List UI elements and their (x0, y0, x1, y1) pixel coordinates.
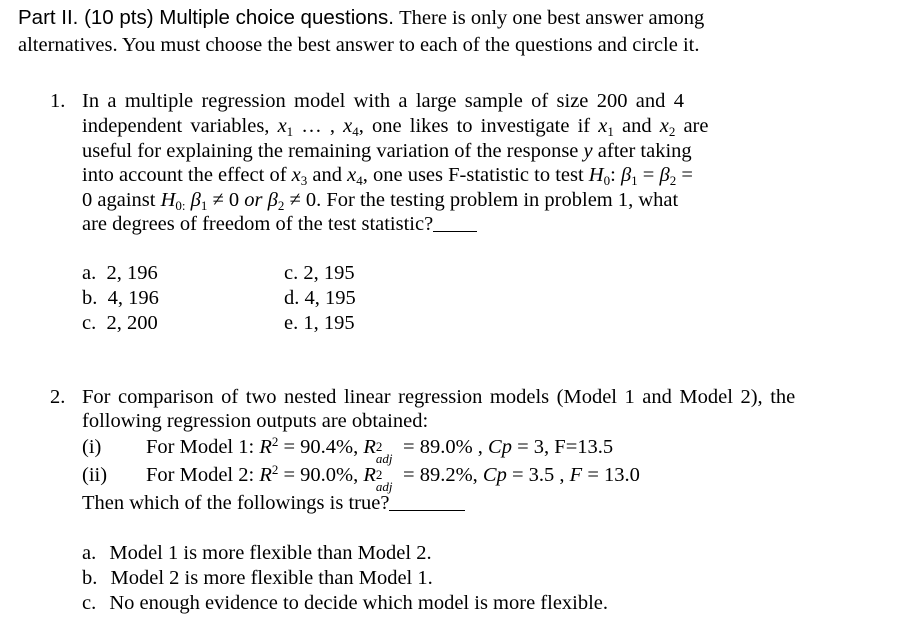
choice-text: Model 1 is more flexible than Model 2. (109, 542, 432, 564)
q1-text: 0 against (82, 189, 156, 211)
math-r2-adj: R 2 adj (363, 464, 393, 494)
choice-text: No enough evidence to decide which model is more flexible. (109, 592, 609, 614)
choice-text: 2, 200 (106, 312, 158, 334)
math-f: F (569, 464, 583, 486)
instructions-line1: There is only one best answer among (399, 7, 705, 29)
q2-item-i (146, 434, 614, 466)
model-label: For Model 1: (146, 436, 255, 458)
q2-choice-a (82, 542, 432, 565)
q2-line-5 (82, 492, 465, 515)
q1-text: into account the effect of (82, 164, 287, 186)
q1-choice-a (82, 262, 158, 285)
q1-line-2 (82, 115, 708, 138)
choice-letter: c. (82, 592, 97, 614)
choice-letter: a. (82, 542, 97, 564)
q1-line-1: In a multiple regression model with a large sample of size 200 and 4 (82, 90, 684, 112)
choice-text: 2, 196 (106, 262, 158, 284)
q1-text: , one uses F-statistic to test (362, 164, 584, 186)
answer-blank (433, 230, 477, 232)
choice-text: 1, 195 (303, 312, 355, 334)
q2-choice-c (82, 592, 608, 615)
math-x3: $x_3$ (291, 164, 308, 188)
q1-line-4 (82, 164, 693, 187)
choice-letter: b. (82, 287, 98, 309)
q1-line-3 (82, 140, 692, 163)
q2-item-ii-label: (ii) (82, 464, 108, 486)
q1-choice-c (82, 312, 158, 335)
q1-text: are degrees of freedom of the test statistic? (82, 213, 434, 235)
q1-text: useful for explaining the remaining variation of the response (82, 140, 579, 162)
q1-text: , one likes to investigate if (358, 115, 591, 137)
r2-adj-value: = 89.2%, (403, 464, 478, 486)
choice-text: 4, 195 (304, 287, 356, 309)
q1-text: are (683, 115, 709, 137)
part-label: Part II. (10 pts) Multiple choice questions. (18, 6, 395, 29)
choice-letter: b. (82, 567, 98, 589)
q2-line-2: following regression outputs are obtained: (82, 410, 429, 432)
math-x2: $x_2$ (659, 115, 676, 139)
instructions-header (18, 6, 704, 30)
answer-blank (389, 509, 465, 511)
r2-value: = 90.4%, (283, 436, 359, 458)
q2-choice-b (82, 567, 433, 590)
math-alt-hypothesis: $H_{0:}$ $\beta_1 \ne 0$ or $\beta_2 \ne 0$ (160, 189, 317, 213)
choice-text: Model 2 is more flexible than Model 1. (110, 567, 433, 589)
q1-choice-e (284, 312, 355, 335)
choice-letter: c. (284, 262, 299, 284)
cp-value: = 3.5 , (511, 464, 565, 486)
q1-text: independent variables, (82, 115, 270, 137)
math-r2-adj: R 2 adj (363, 436, 393, 466)
q2-text: Then which of the followings is true? (82, 492, 390, 514)
f-value: = 13.0 (587, 464, 640, 486)
r2-adj-value: = 89.0% , (403, 436, 483, 458)
q1-text: and (312, 164, 342, 186)
choice-letter: c. (82, 312, 97, 334)
q1-text: after taking (597, 140, 692, 162)
q1-text: and (621, 115, 652, 137)
q2-item-i-label: (i) (82, 436, 102, 458)
choice-letter: e. (284, 312, 299, 334)
question-2-number: 2. (50, 386, 66, 408)
math-x1: $x_1$ (598, 115, 614, 139)
q1-choice-d (284, 287, 356, 310)
instructions-line2: alternatives. You must choose the best answer to each of the questions and circle it. (18, 34, 700, 56)
q2-item-ii (146, 462, 640, 494)
math-y: y (583, 140, 593, 162)
q1-line-5 (82, 189, 678, 212)
math-cp: Cp (488, 436, 512, 458)
choice-text: 4, 196 (107, 287, 159, 309)
math-x1-x4: $x_1$ … , $x_4$ (277, 115, 359, 139)
q1-choice-b (82, 287, 159, 310)
math-cp: Cp (482, 464, 507, 486)
q2-line-1: For comparison of two nested linear regression models (Model 1 and Model 2), the (82, 386, 796, 408)
math-r2: $R^2$ (259, 462, 279, 486)
math-x4: $x_4$ (347, 164, 363, 188)
q1-text: . For the testing problem in problem 1, what (316, 189, 679, 211)
choice-letter: d. (284, 287, 300, 309)
math-r2: $R^2$ (259, 434, 279, 458)
q1-line-6 (82, 213, 477, 236)
model-label: For Model 2: (146, 464, 255, 486)
r2-value: = 90.0%, (283, 464, 359, 486)
q1-choice-c2 (284, 262, 355, 285)
cp-f-value: = 3, F=13.5 (517, 436, 614, 458)
choice-letter: a. (82, 262, 97, 284)
math-null-hypothesis: $H_0$: $\beta_1 = \beta_2$ = (588, 164, 693, 188)
choice-text: 2, 195 (303, 262, 355, 284)
question-1-number: 1. (50, 90, 66, 112)
